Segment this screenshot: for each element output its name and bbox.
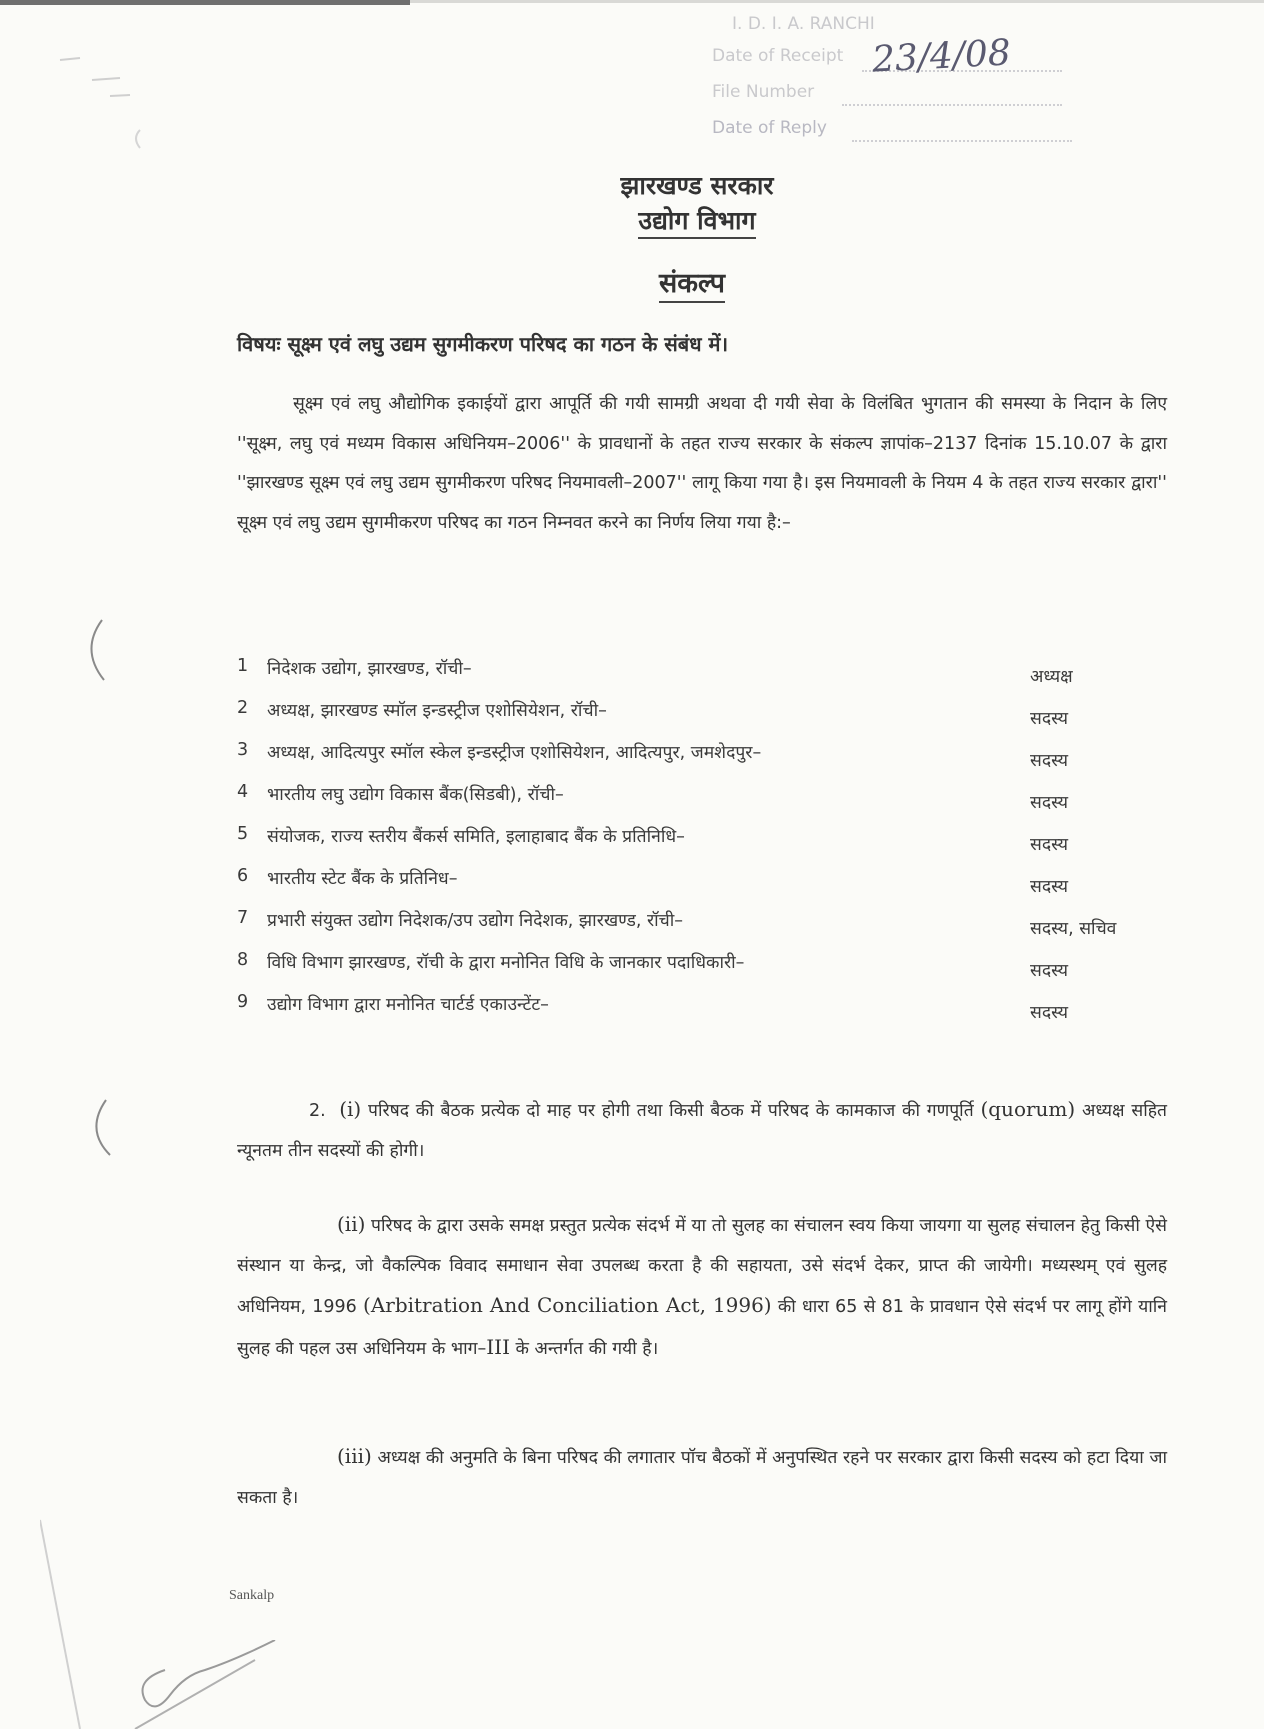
stamp-file-label: File Number (712, 82, 815, 102)
member-designation: विधि विभाग झारखण्ड, रॉची के द्वारा मनोनित विधि के जानकार पदाधिकारी– (267, 953, 745, 973)
clause-marker: (iii) (337, 1444, 372, 1468)
clause-i (237, 1090, 1167, 1171)
member-role: सदस्य (1030, 835, 1069, 855)
member-number: 2 (237, 698, 249, 718)
member-designation: उद्योग विभाग द्वारा मनोनित चार्टर्ड एकाउन्टेंट– (267, 995, 549, 1015)
member-number: 9 (237, 992, 249, 1012)
member-row (237, 818, 1167, 860)
clause-text: अध्यक्ष की अनुमति के बिना परिषद की लगातार पॉच बैठकों में अनुपस्थित रहने पर सरकार द्वारा किसी सदस्य को हटा दिया जा सकता है। (237, 1448, 1167, 1508)
clause-iii (237, 1437, 1167, 1518)
quorum-term: (quorum) (980, 1097, 1076, 1121)
department-heading (0, 203, 1264, 237)
footer-label: Sankalp (229, 1588, 275, 1603)
member-row (237, 650, 1167, 692)
member-designation: भारतीय स्टेट बैंक के प्रतिनिध– (267, 869, 458, 889)
clause-ii (237, 1205, 1167, 1369)
member-role: सदस्य (1030, 1003, 1069, 1023)
clause-text: अध्यक्ष सहित न्यूनतम तीन सदस्यों की होगी। (237, 1101, 1167, 1161)
member-row (237, 692, 1167, 734)
member-row (237, 776, 1167, 818)
clause-marker: (ii) (337, 1212, 366, 1236)
stamp-office: I. D. I. A. RANCHI (732, 14, 875, 34)
member-number: 7 (237, 908, 249, 928)
handwritten-date: 23/4/08 (871, 32, 1012, 81)
resolution-text: संकल्प (659, 268, 725, 303)
scan-edge-dark (0, 0, 410, 5)
member-designation: भारतीय लघु उद्योग विकास बैंक(सिडबी), रॉची– (267, 785, 564, 805)
member-role: सदस्य (1030, 961, 1069, 981)
member-row (237, 986, 1167, 1028)
member-role: सदस्य (1030, 709, 1069, 729)
clause-marker: (i) (339, 1097, 362, 1121)
member-row (237, 902, 1167, 944)
clause-text: परिषद की बैठक प्रत्येक दो माह पर होगी तथा किसी बैठक में परिषद के कामकाज की गणपूर्ति (361, 1101, 981, 1121)
intro-text: सूक्ष्म एवं लघु औद्योगिक इकाईयों द्वारा आपूर्ति की गयी सामग्री अथवा दी गयी सेवा के विलंबित भुगतान की समस्या के निदान के लिए ''सूक्ष्म, लघु एवं मध्यम विकास अधिनियम–2006'' के प्रावधानों के तहत राज्य सरकार के संकल्प ज्ञापांक–2137 दिनांक 15.10.07 के द्वारा ''झारखण्ड सूक्ष्म एवं लघु उद्यम सुगमीकरण परिषद नियमावली–2007'' लागू किया गया है। इस नियमावली के नियम 4 के तहत राज्य सरकार द्वारा'' सूक्ष्म एवं लघु उद्यम सुगमीकरण परिषद का गठन निम्नवत करने का निर्णय लिया गया है:– (237, 394, 1167, 533)
member-list (237, 650, 1167, 1028)
member-number: 1 (237, 656, 249, 676)
subject-line: विषयः सूक्ष्म एवं लघु उद्यम सुगमीकरण परिषद का गठन के संबंध में। (237, 332, 729, 356)
member-row (237, 860, 1167, 902)
department-text: उद्योग विभाग (638, 206, 755, 239)
member-designation: प्रभारी संयुक्त उद्योग निदेशक/उप उद्योग निदेशक, झारखण्ड, रॉची– (267, 911, 684, 931)
stamp-reply-label: Date of Reply (712, 118, 827, 138)
member-designation: संयोजक, राज्य स्तरीय बैंकर्स समिति, इलाहाबाद बैंक के प्रतिनिधि– (267, 827, 685, 847)
member-role: सदस्य (1030, 877, 1069, 897)
member-role: सदस्य (1030, 793, 1069, 813)
stamp-receipt-label: Date of Receipt (712, 46, 844, 66)
member-number: 5 (237, 824, 249, 844)
member-designation: अध्यक्ष, झारखण्ड स्मॉल इन्डस्ट्रीज एशोसियेशन, रॉची– (267, 701, 607, 721)
member-designation: अध्यक्ष, आदित्यपुर स्मॉल स्केल इन्डस्ट्रीज एशोसियेशन, आदित्यपुर, जमशेदपुर– (267, 743, 762, 763)
member-role: सदस्य (1030, 751, 1069, 771)
clause-text: परिषद के द्वारा उसके समक्ष प्रस्तुत प्रत्येक संदर्भ में या तो सुलह का संचालन स्वय किया जायगा या सुलह संचालन हेतु किसी ऐसे संस्थान या केन्द्र, जो वैकल्पिक विवाद समाधान सेवा उपलब्ध करता है की सहायता, उसे संदर्भ देकर, प्राप्त की जायेगी। मध्यस्थम् एवं सुलह अधिनियम, 1996 (237, 1216, 1167, 1317)
clause-text: के अन्तर्गत की गयी है। (509, 1338, 659, 1359)
handwritten-signature (125, 1640, 295, 1729)
member-number: 3 (237, 740, 249, 760)
member-row (237, 944, 1167, 986)
clause-text: की धारा 65 से 81 के प्रावधान ऐसे संदर्भ पर लागू होंगे यानि सुलह की पहल उस अधिनियम के भाग– (237, 1297, 1168, 1359)
intro-paragraph (237, 385, 1167, 543)
resolution-heading (0, 263, 1264, 300)
member-designation: निदेशक उद्योग, झारखण्ड, रॉची– (267, 659, 472, 679)
part-number: III (486, 1334, 510, 1359)
member-role: अध्यक्ष (1030, 667, 1073, 687)
member-number: 8 (237, 950, 249, 970)
government-text: झारखण्ड सरकार (620, 171, 774, 200)
member-number: 4 (237, 782, 249, 802)
government-heading (0, 168, 1264, 202)
clause-number: 2. (309, 1101, 326, 1121)
member-number: 6 (237, 866, 249, 886)
member-row (237, 734, 1167, 776)
member-role: सदस्य, सचिव (1030, 919, 1117, 939)
act-name: (Arbitration And Conciliation Act, 1996) (363, 1293, 772, 1317)
